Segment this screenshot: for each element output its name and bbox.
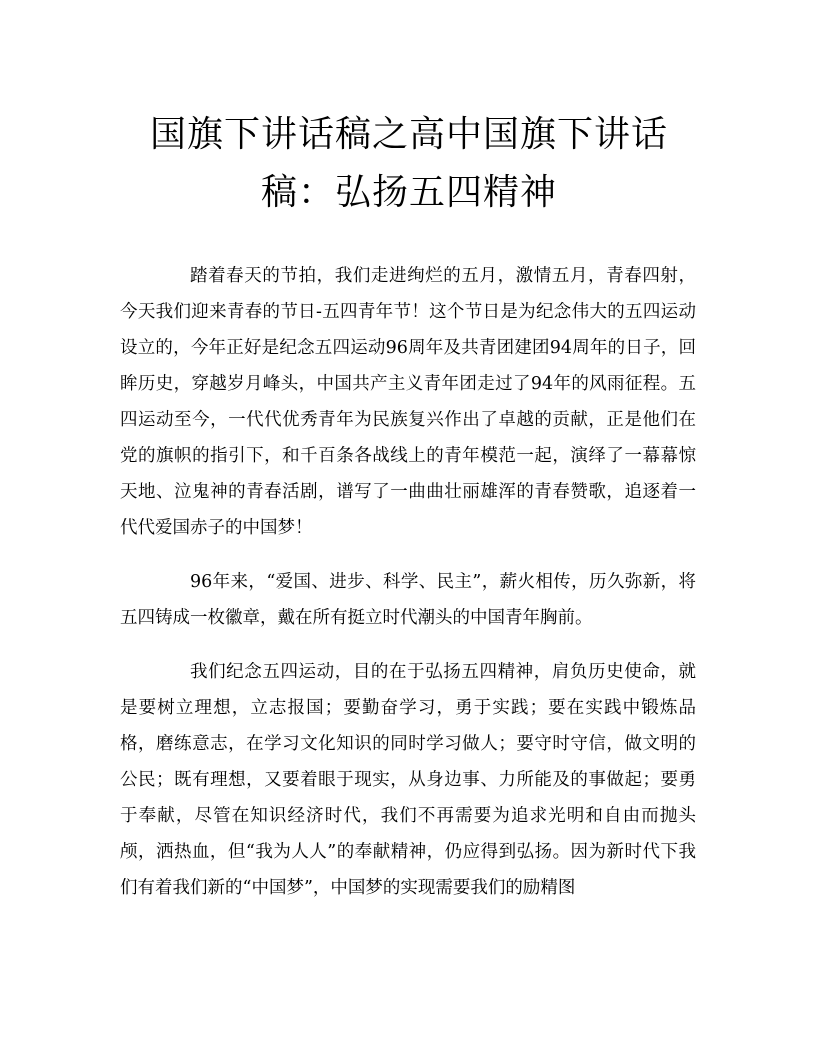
document-title: 国旗下讲话稿之高中国旗下讲话稿：弘扬五四精神 <box>149 114 668 213</box>
document-body <box>120 258 696 924</box>
paragraph-2: 96年来，“爱国、进步、科学、民主”，薪火相传，历久弥新，将五四铸成一枚徽章，戴在所有挺立时代潮头的中国青年胸前。 <box>120 572 696 628</box>
paragraph-3: 我们纪念五四运动，目的在于弘扬五四精神，肩负历史使命，就是要树立理想，立志报国；要勤奋学习，勇于实践；要在实践中锻炼品格，磨练意志，在学习文化知识的同时学习做人；要守时守信，做文明的公民；既有理想，又要着眼于现实，从身边事、力所能及的事做起；要勇于奉献，尽管在知识经济时代，我们不再需要为追求光明和自由而抛头颅，洒热血，但“我为人人”的奉献精神，仍应得到弘扬。因为新时代下我们有着我们新的“中国梦”，中国梦的实现需要我们的励精图 <box>120 662 696 898</box>
paragraph-1: 踏着春天的节拍，我们走进绚烂的五月，激情五月，青春四射，今天我们迎来青春的节日-五四青年节！这个节日是为纪念伟大的五四运动设立的，今年正好是纪念五四运动96周年及共青团建团94周年的日子，回眸历史，穿越岁月峰头，中国共产主义青年团走过了94年的风雨征程。五四运动至今，一代代优秀青年为民族复兴作出了卓越的贡献，正是他们在党的旗帜的指引下，和千百条各战线上的青年模范一起，演绎了一幕幕惊天地、泣鬼神的青春活剧，谱写了一曲曲壮丽雄浑的青春赞歌，追逐着一代代爱国赤子的中国梦！ <box>120 266 696 538</box>
